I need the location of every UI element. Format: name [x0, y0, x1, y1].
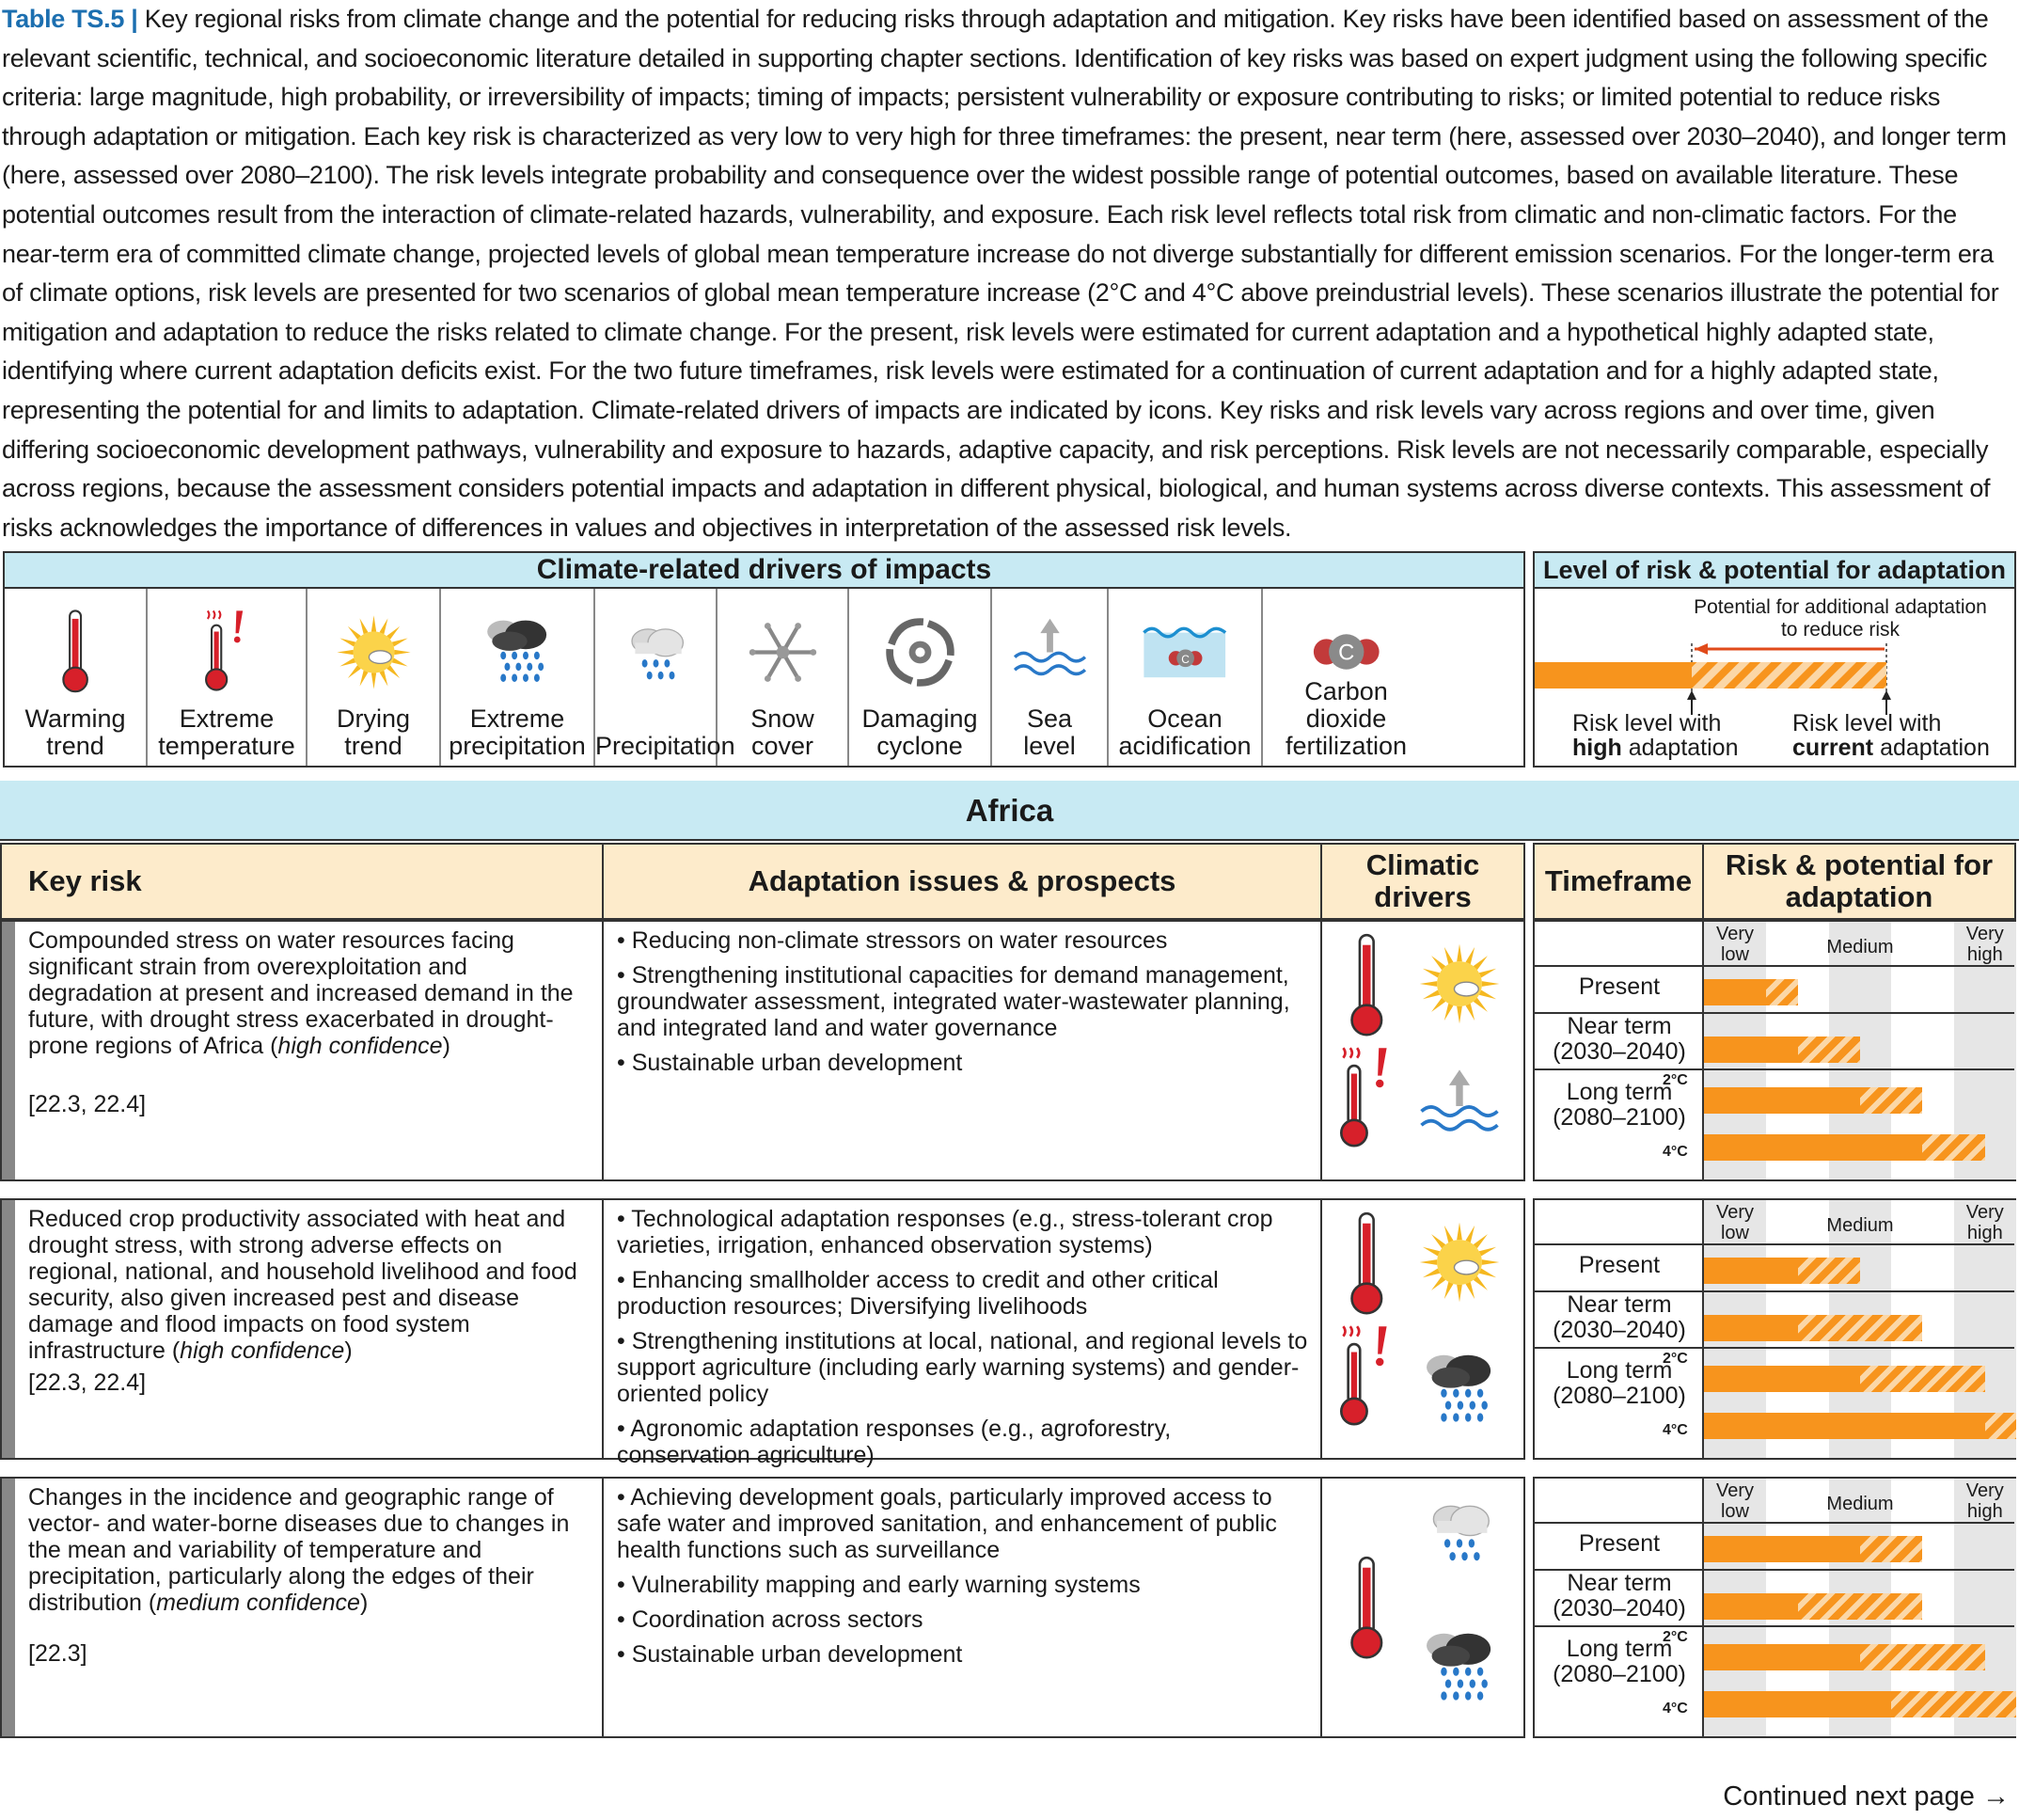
header-adaptation: Adaptation issues & prospects [602, 843, 1322, 920]
storm-cloud-icon [1416, 1341, 1503, 1441]
risk-bar-adaptation-potential [1860, 1536, 1922, 1562]
adaptation-bullet: • Enhancing smallholder access to credit and other critical production resources; Diversifying livelihoods [617, 1267, 1219, 1320]
timeframe-near-term: Near term (2030–2040) [1553, 1291, 1686, 1343]
climatic-drivers-cell [1320, 1477, 1525, 1738]
timeframe-long-term: Long term (2080–2100) [1553, 1079, 1686, 1131]
risk-bar-high-adaptation [1704, 1691, 1891, 1717]
risk-bar-high-adaptation [1704, 979, 1766, 1005]
thermometer-icon [1341, 1554, 1393, 1668]
scenario-4c-label: 4°C [1663, 1144, 1688, 1160]
legend-hatched-bar [1692, 662, 1886, 688]
risk-bar-adaptation-potential [1922, 1134, 1984, 1161]
caption-separator: | [131, 5, 138, 33]
legend-solid-bar [1535, 662, 1692, 688]
risk-stripe [2, 922, 15, 1179]
svg-text:C: C [1181, 652, 1191, 666]
risk-bar-high-adaptation [1704, 1593, 1798, 1620]
adaptation-bullet: • Agronomic adaptation responses (e.g., agroforestry, conservation agriculture) [617, 1416, 1172, 1468]
drivers-legend [3, 551, 1525, 768]
driver-legend-item [1263, 589, 1429, 766]
key-risk-text: Reduced crop productivity associated with heat and drought stress, with strong adverse effects on regional, national, and household livelihood and food security, also given increased pest and disease damage and flood impacts on food system infrastructure (high confidence) [28, 1206, 577, 1364]
adaptation-list [617, 1484, 1309, 1676]
adaptation-bullet: • Technological adaptation responses (e.g., stress-tolerant crop varieties, irrigation, enhanced observation systems) [617, 1206, 1273, 1258]
driver-legend-item [148, 589, 308, 766]
risk-bar-high-adaptation [1704, 1134, 1922, 1161]
storm-cloud-icon [441, 600, 593, 704]
driver-legend-label: Precipitation [595, 732, 735, 760]
risk-bar-adaptation-potential [1798, 1037, 1860, 1063]
driver-legend-label: Damaging cyclone [861, 704, 978, 760]
rain-cloud-icon [595, 600, 716, 704]
scale-very-low: Very low [1715, 1202, 1755, 1243]
risk-bar-adaptation-potential [1860, 1644, 1985, 1670]
snowflake-icon [718, 600, 847, 704]
driver-legend-item [849, 589, 992, 766]
driver-legend-label: Snow cover [750, 704, 814, 760]
adaptation-bullet: • Strengthening institutional capacities for demand management, groundwater assessment, integrated water-wastewater planning, and integrated land and water governance [617, 962, 1290, 1041]
extreme-temperature-icon [1335, 1044, 1398, 1158]
header-key-risk: Key risk [0, 843, 604, 920]
risk-bar-high-adaptation [1704, 1644, 1860, 1670]
cyclone-icon [849, 600, 990, 704]
risk-level-cell [1533, 920, 2016, 1181]
caption-text: Key regional risks from climate change and the potential for reducing risks through adaptation and mitigation. Key risks have been identified based on assessment of the relevant scientific, technical, and socioeconomic literature detailed in supporting chapter sections. Identification of key risks was based on expert judgment using the following specific criteria: large magnitude, high probability, or irreversibility of impacts; timing of impacts; persistent vulnerability or exposure contributing to risks; or limited potential to reduce risks through adaptation or mitigation. Each key risk is characterized as very low to very high for three timeframes: the present, near term (here, assessed over 2030–2040), and longer term (here, assessed over 2080–2100). The risk levels integrate probability and consequence over the widest possible range of potential outcomes, based on available literature. These potential outcomes result from the interaction of climate-related hazards, vulnerability, and exposure. Each risk level reflects total risk from climatic and non-climatic factors. For the near-term era of committed climate change, projected levels of global mean temperature increase do not diverge substantially for different emission scenarios. For the longer-term era of climate options, risk levels are presented for two scenarios of global mean temperature increase (2°C and 4°C above preindustrial levels). These scenarios illustrate the potential for mitigation and adaptation to reduce the risks related to climate change. For the present, risk levels were estimated for current adaptation and a hypothetical highly adapted state, identifying where current adaptation deficits exist. For the two future timeframes, risk levels were estimated for a continuation of current adaptation and for a highly adapted state, representing the potential for and limits to adaptation. Climate-related drivers of impacts are indicated by icons. Key risks and risk levels vary across regions and over time, given differing socioeconomic development pathways, vulnerability and exposure to hazards, adaptive capacity, and risk perceptions. Risk levels are not necessarily comparable, especially across regions, because the assessment considers potential impacts and adaptation in different physical, biological, and human systems across diverse contexts. This assessment of risks acknowledges the importance of differences in values and objectives in interpretation of the assessed risk levels. [2, 5, 2007, 542]
risk-bar-high-adaptation [1704, 1413, 1985, 1439]
adaptation-bullet: • Coordination across sectors [617, 1606, 923, 1633]
risk-bar-high-adaptation [1704, 1366, 1860, 1392]
driver-legend-label: Sea level [1023, 704, 1076, 760]
driver-legend-label: Warming trend [24, 704, 126, 760]
adaptation-bullet: • Sustainable urban development [617, 1050, 963, 1076]
scale-medium: Medium [1826, 1494, 1894, 1514]
adaptation-cell [602, 1198, 1322, 1468]
driver-legend-label: Carbon dioxide fertilization [1285, 677, 1408, 760]
risk-bar-adaptation-potential [1798, 1315, 1923, 1341]
risk-bar-adaptation-potential [1766, 979, 1797, 1005]
key-risk-text: Changes in the incidence and geographic range of vector- and water-borne diseases due to changes in the mean and variability of temperature and precipitation, particularly along the edges of their distribution (medium confidence) [28, 1484, 570, 1616]
scale-very-high: Very high [1965, 1202, 2004, 1243]
adaptation-list [617, 1206, 1309, 1477]
sea-level-icon [992, 600, 1107, 704]
header-climatic-drivers: Climatic drivers [1320, 843, 1525, 920]
driver-legend-item [595, 589, 735, 766]
svg-text:C: C [1337, 640, 1355, 666]
adaptation-list [617, 927, 1309, 1084]
risk-bar-high-adaptation [1704, 1536, 1860, 1562]
adaptation-cell [602, 1477, 1322, 1738]
header-risk-potential: Risk & potential for adaptation [1702, 843, 2016, 920]
ocean-acidification-icon [1109, 600, 1261, 704]
risk-level-cell [1533, 1198, 2016, 1460]
potential-label-line1: Potential for additional adaptation [1694, 596, 1987, 618]
adaptation-bullet: • Strengthening institutions at local, national, and regional levels to support agriculture (including early warning systems) and gender-oriented policy [617, 1328, 1308, 1407]
timeframe-present: Present [1578, 973, 1661, 1000]
adaptation-bullet: • Vulnerability mapping and early warning systems [617, 1572, 1141, 1598]
scale-very-low: Very low [1715, 1480, 1755, 1522]
adaptation-bullet: • Sustainable urban development [617, 1641, 963, 1668]
drivers-legend-title: Climate-related drivers of impacts [5, 553, 1523, 589]
driver-legend-label: Extreme temperature [158, 704, 295, 760]
extreme-temperature-icon [1335, 1322, 1398, 1436]
timeframe-near-term: Near term (2030–2040) [1553, 1013, 1686, 1065]
rain-cloud-icon [1416, 1488, 1503, 1579]
scenario-4c-label: 4°C [1663, 1422, 1688, 1438]
risk-stripe [2, 1200, 15, 1458]
thermometer-icon [5, 600, 146, 704]
scenario-2c-label: 2°C [1663, 1629, 1688, 1645]
driver-legend-item [441, 589, 595, 766]
driver-legend-label: Drying trend [336, 704, 411, 760]
drivers-legend-row [5, 589, 1523, 766]
table-id: Table TS.5 [2, 5, 125, 33]
driver-legend-label: Ocean acidification [1118, 704, 1252, 760]
potential-arrowhead [1695, 643, 1708, 655]
climatic-drivers-cell [1320, 1198, 1525, 1460]
driver-legend-item [1109, 589, 1263, 766]
timeframe-long-term: Long term (2080–2100) [1553, 1357, 1686, 1409]
risk-bar-high-adaptation [1704, 1037, 1798, 1063]
driver-legend-label: Extreme precipitation [449, 704, 586, 760]
high-adaptation-label: Risk level with high adaptation [1572, 710, 1739, 761]
key-risk-cell [0, 920, 604, 1181]
adaptation-bullet: • Achieving development goals, particularly improved access to safe water and improved sanitation, and enhancement of public health functions such as surveillance [617, 1484, 1277, 1563]
sun-icon [1416, 1219, 1503, 1310]
risk-bar-adaptation-potential [1985, 1413, 2016, 1439]
current-adaptation-label: Risk level with current adaptation [1792, 710, 1990, 761]
risk-stripe [2, 1479, 15, 1736]
timeframe-present: Present [1578, 1530, 1661, 1557]
scale-medium: Medium [1826, 1215, 1894, 1236]
timeframe-long-term: Long term (2080–2100) [1553, 1636, 1686, 1687]
risk-legend [1533, 551, 2016, 768]
sea-level-icon [1416, 1063, 1503, 1154]
key-risk-cell [0, 1477, 604, 1738]
potential-label-line2: to reduce risk [1780, 619, 1901, 641]
risk-bar-adaptation-potential [1860, 1087, 1922, 1114]
risk-level-cell [1533, 1477, 2016, 1738]
driver-legend-item [5, 589, 148, 766]
scale-very-high: Very high [1965, 924, 2004, 965]
table-caption [2, 0, 2014, 547]
risk-bar-adaptation-potential [1891, 1691, 2016, 1717]
scale-very-low: Very low [1715, 924, 1755, 965]
risk-bar-high-adaptation [1704, 1087, 1860, 1114]
sun-icon [1416, 941, 1503, 1032]
sun-icon [308, 600, 439, 704]
header-timeframe: Timeframe [1533, 843, 1704, 920]
region-title: Africa [0, 781, 2019, 841]
risk-bar-adaptation-potential [1798, 1258, 1860, 1284]
risk-bar-adaptation-potential [1860, 1366, 1985, 1392]
thermometer-icon [1341, 1210, 1393, 1323]
timeframe-near-term: Near term (2030–2040) [1553, 1570, 1686, 1622]
risk-bar-adaptation-potential [1798, 1593, 1923, 1620]
timeframe-present: Present [1578, 1252, 1661, 1278]
key-risk-text: Compounded stress on water resources facing significant strain from overexploitation and degradation at present and increased demand in the future, with drought stress exacerbated in drought-prone regions of Africa (high confidence) [28, 927, 574, 1059]
scale-very-high: Very high [1965, 1480, 2004, 1522]
risk-legend-title: Level of risk & potential for adaptation [1535, 553, 2014, 589]
risk-bar-high-adaptation [1704, 1258, 1798, 1284]
chapter-reference: [22.3, 22.4] [28, 1091, 147, 1117]
chapter-reference: [22.3, 22.4] [28, 1369, 147, 1396]
scenario-2c-label: 2°C [1663, 1072, 1688, 1088]
scenario-2c-label: 2°C [1663, 1351, 1688, 1367]
scale-medium: Medium [1826, 937, 1894, 957]
extreme-temperature-icon [148, 600, 306, 704]
driver-legend-item [718, 589, 849, 766]
adaptation-bullet: • Reducing non-climate stressors on water resources [617, 927, 1168, 954]
continued-next-page: Continued next page → [1723, 1781, 2010, 1812]
risk-bar-high-adaptation [1704, 1315, 1798, 1341]
adaptation-cell [602, 920, 1322, 1181]
driver-legend-item [992, 589, 1109, 766]
climatic-drivers-cell [1320, 920, 1525, 1181]
driver-legend-item [308, 589, 441, 766]
key-risk-cell [0, 1198, 604, 1460]
scenario-4c-label: 4°C [1663, 1701, 1688, 1717]
storm-cloud-icon [1416, 1620, 1503, 1719]
thermometer-icon [1341, 931, 1393, 1045]
chapter-reference: [22.3] [28, 1640, 87, 1667]
